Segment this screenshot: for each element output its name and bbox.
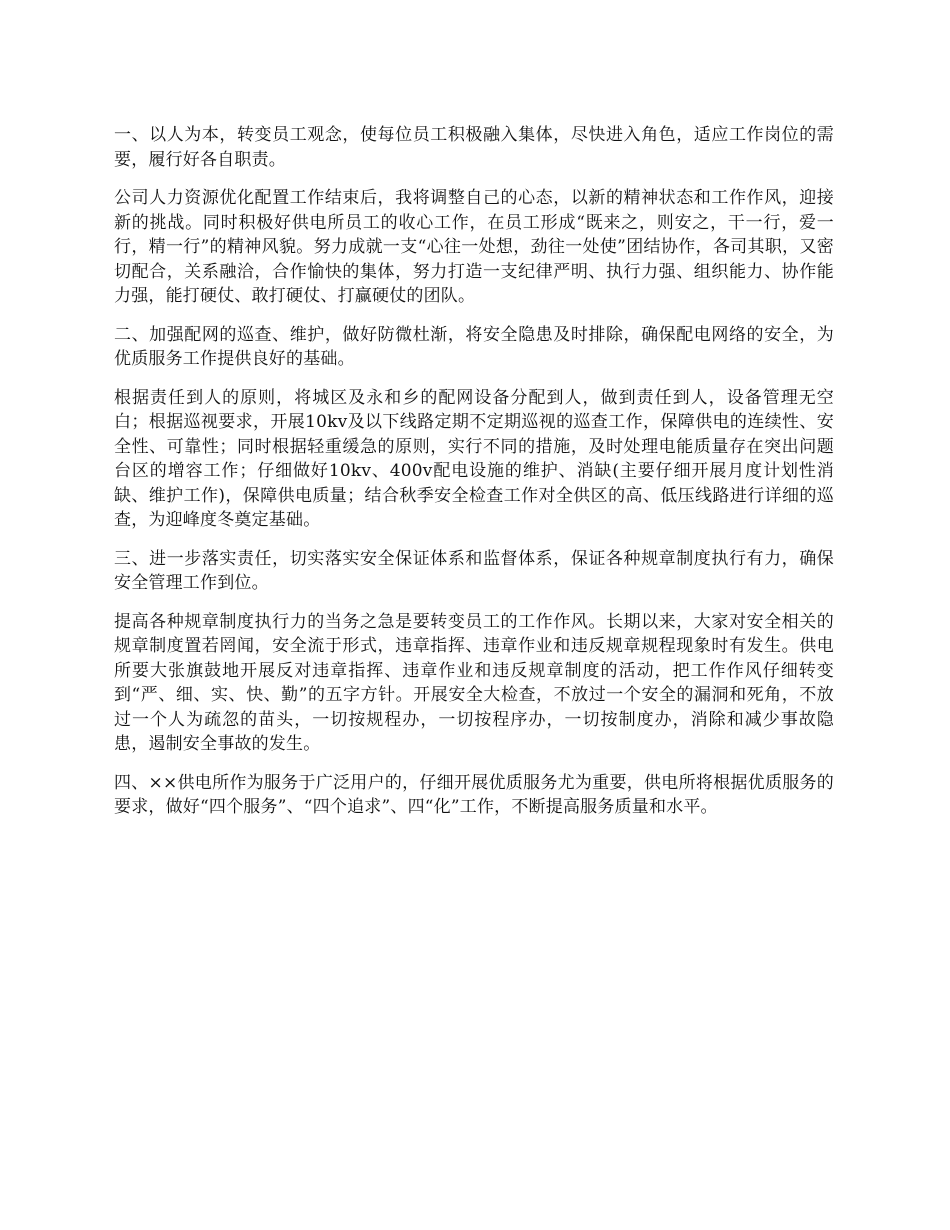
paragraph-2-body: 公司人力资源优化配置工作结束后，我将调整自己的心态，以新的精神状态和工作作风，迎接新的挑战。同时积极好供电所员工的收心工作，在员工形成“既来之，则安之，干一行，爱一行，精一行”的精神风貌。努力成就一支“心往一处想，劲往一处使”团结协作，各司其职，又密切配合，关系融洽，合作愉快的集体，努力打造一支纪律严明、执行力强、组织能力、协作能力强，能打硬仗、敢打硬仗、打赢硬仗的团队。 [114, 188, 834, 306]
paragraph-6-body: 提高各种规章制度执行力的当务之急是要转变员工的工作作风。长期以来，大家对安全相关的规章制度置若罔闻，安全流于形式，违章指挥、违章作业和违反规章规程现象时有发生。供电所要大张旗鼓地开展反对违章指挥、违章作业和违反规章制度的活动，把工作作风仔细转变到“严、细、实、快、勤”的五字方针。开展安全大检查，不放过一个安全的漏洞和死角，不放过一个人为疏忽的苗头，一切按规程办，一切按程序办，一切按制度办，消除和减少事故隐患，遏制安全事故的发生。 [114, 611, 834, 754]
paragraph-5-heading: 三、进一步落实责任，切实落实安全保证体系和监督体系，保证各种规章制度执行有力，确保安全管理工作到位。 [114, 548, 834, 593]
paragraph-7-heading: 四、××供电所作为服务于广泛用户的，仔细开展优质服务尤为重要，供电所将根据优质服务的要求，做好“四个服务”、“四个追求”、四“化”工作，不断提高服务质量和水平。 [114, 772, 834, 817]
paragraph-1-heading: 一、以人为本，转变员工观念，使每位员工积极融入集体，尽快进入角色，适应工作岗位的需要，履行好各自职责。 [114, 125, 834, 170]
paragraph-4-body: 根据责任到人的原则，将城区及永和乡的配网设备分配到人，做到责任到人，设备管理无空白；根据巡视要求，开展10kv及以下线路定期不定期巡视的巡查工作，保障供电的连续性、安全性、可靠性；同时根据轻重缓急的原则，实行不同的措施，及时处理电能质量存在突出问题台区的增容工作；仔细做好10kv、400v配电设施的维护、消缺(主要仔细开展月度计划性消缺、维护工作)，保障供电质量；结合秋季安全检查工作对全供区的高、低压线路进行详细的巡查，为迎峰度冬奠定基础。 [114, 387, 834, 530]
paragraph-3-heading: 二、加强配网的巡查、维护，做好防微杜渐，将安全隐患及时排除，确保配电网络的安全，为优质服务工作提供良好的基础。 [114, 324, 834, 369]
document-body [114, 123, 834, 834]
